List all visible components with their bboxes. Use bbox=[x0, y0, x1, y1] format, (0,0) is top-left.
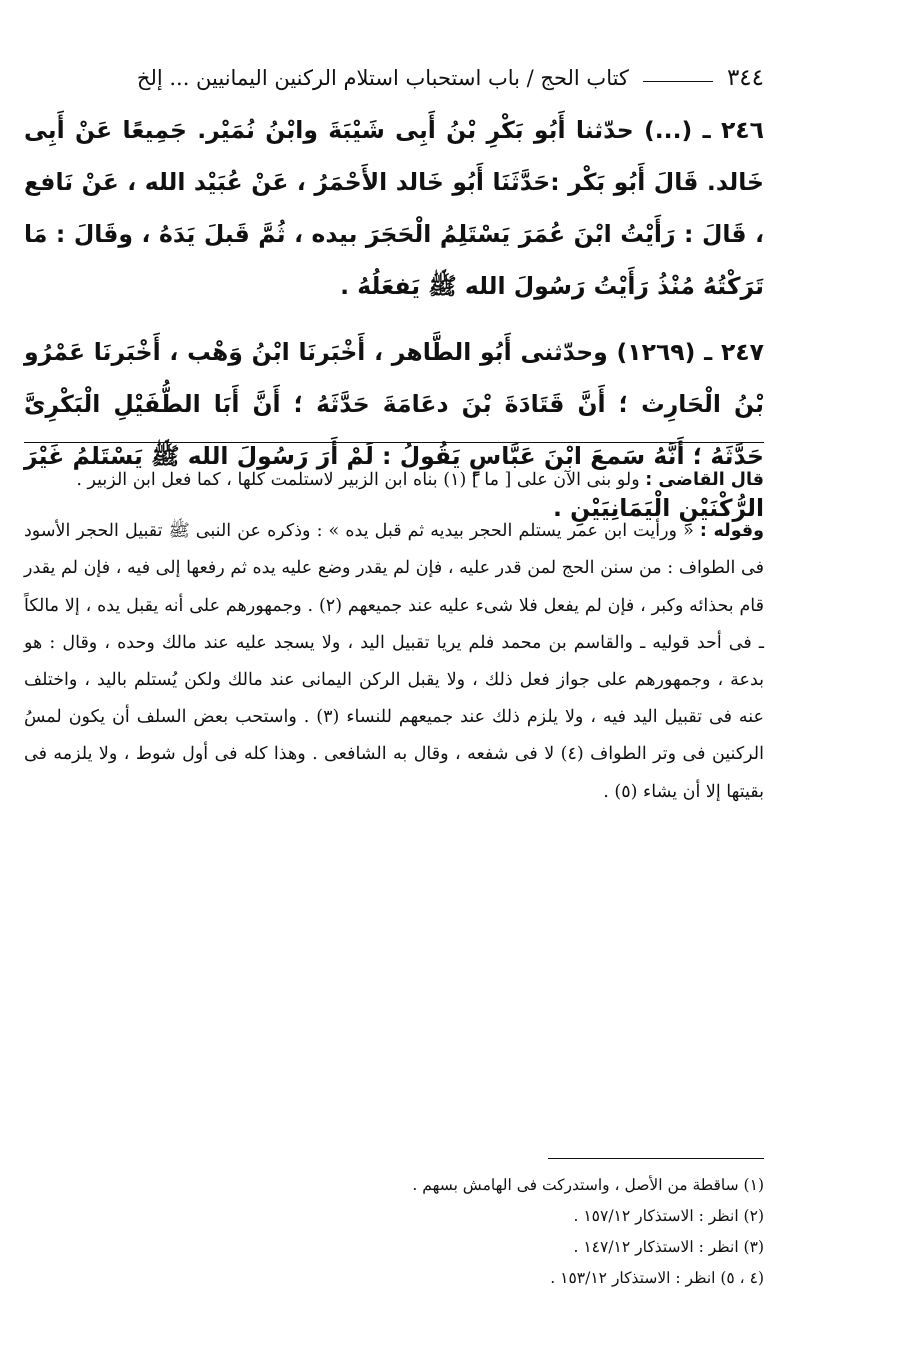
hadith-247: ٢٤٧ ـ (١٢٦٩) وحدّثنى أَبُو الطَّاهر ، أَخْبَرنَا ابْنُ وَهْب ، أَخْبَرنَا عَمْرُو بْنُ الْحَارِث ؛ أَنَّ قَتَادَةَ بْنَ دعَامَةَ حَدَّثَهُ ؛ أَنَّ أَبَا الطُّفَيْلِ الْبَكْرِىَّ حَدَّثَهُ ؛ أَنَّهُ سَمعَ ابْنَ عَبَّاسٍ يَقُولُ : لَمْ أَرَ رَسُولَ الله ﷺ يَسْتَلمُ غَيْرَ الرُّكْنَيْنِ الْيَمَانِيَيْنِ . bbox=[24, 338, 764, 522]
commentary-lead: وقوله : bbox=[699, 521, 764, 542]
footnotes-list bbox=[24, 1170, 764, 1294]
text-commentary-divider bbox=[24, 442, 764, 443]
commentary-body: « ورأيت ابن عمر يستلم الحجر بيديه ثم قبل يده » : وذكره عن النبى ﷺ تقبيل الحجر الأسود فى الطواف : من سنن الحج لمن قدر عليه ، فإن لم يقدر وضع عليه يده ثم رفعها إلى فيه ، فإن لم يقدر قام بحذائه وكبر ، فإن لم يفعل فلا شىء عليه عند جميعهم (٢) . وجمهورهم على أنه يقبل يده ، إلا مالكاً ـ فى أحد قوليه ـ والقاسم بن محمد فلم يريا تقبيل اليد ، ولا يسجد عليه عند مالك وحده ، وقال : هو بدعة ، وجمهورهم على جواز فعل ذلك ، ولا يقبل الركن اليمانى عند مالك ولكن يُستلم باليد ، واختلف عنه فى تقبيل اليد فيه ، ولا يلزم ذلك عند جميعهم للنساء (٣) . واستحب بعض السلف أن يكون لمسُ الركنين فى وتر الطواف (٤) لا فى شفعه ، وقال به الشافعى . وهذا كله فى أول شوط ، ولا يلزمه فى بقيتها إلا أن يشاء (٥) . bbox=[24, 521, 765, 802]
footnote-1: (١) ساقطة من الأصل ، واستدركت فى الهامش بسهم . bbox=[412, 1176, 764, 1194]
running-head bbox=[24, 58, 764, 98]
hadith-246: ٢٤٦ ـ (...) حدّثنا أَبُو بَكْرِ بْنُ أَبِى شَيْبَةَ وابْنُ نُمَيْر. جَمِيعًا عَنْ أَبِى خَالد. قَالَ أَبُو بَكْر :حَدَّثَنَا أَبُو خَالد الأَحْمَرُ ، عَنْ عُبَيْد الله ، عَنْ نَافع ، قَالَ : رَأَيْتُ ابْنَ عُمَرَ يَسْتَلِمُ الْحَجَرَ بيده ، ثُمَّ قَبلَ يَدَهُ ، وقَالَ : مَا تَرَكْتُهُ مُنْذُ رَأَيْتُ رَسُولَ الله ﷺ يَفعَلُهُ . bbox=[24, 116, 764, 300]
footnote-4-5: (٤ ، ٥) انظر : الاستذكار ١٥٣/١٢ . bbox=[550, 1269, 764, 1287]
commentary-lead: قال القاضى : bbox=[645, 470, 764, 490]
chapter-title: كتاب الحج / باب استحباب استلام الركنين اليمانيين ... إلخ bbox=[136, 66, 629, 90]
header-rule bbox=[643, 81, 713, 82]
commentary-block bbox=[24, 462, 764, 825]
page-number: ٣٤٤ bbox=[726, 65, 764, 91]
footnote-3: (٣) انظر : الاستذكار ١٤٧/١٢ . bbox=[573, 1238, 764, 1256]
commentary-paragraph bbox=[24, 462, 764, 499]
footnote-2: (٢) انظر : الاستذكار ١٥٧/١٢ . bbox=[573, 1207, 764, 1225]
commentary-paragraph bbox=[24, 513, 764, 811]
footnote-divider bbox=[548, 1158, 764, 1159]
commentary-body: ولو بنى الآن على [ ما ] (١) بناه ابن الزبير لاستلمت كلها ، كما فعل ابن الزبير . bbox=[76, 470, 646, 490]
